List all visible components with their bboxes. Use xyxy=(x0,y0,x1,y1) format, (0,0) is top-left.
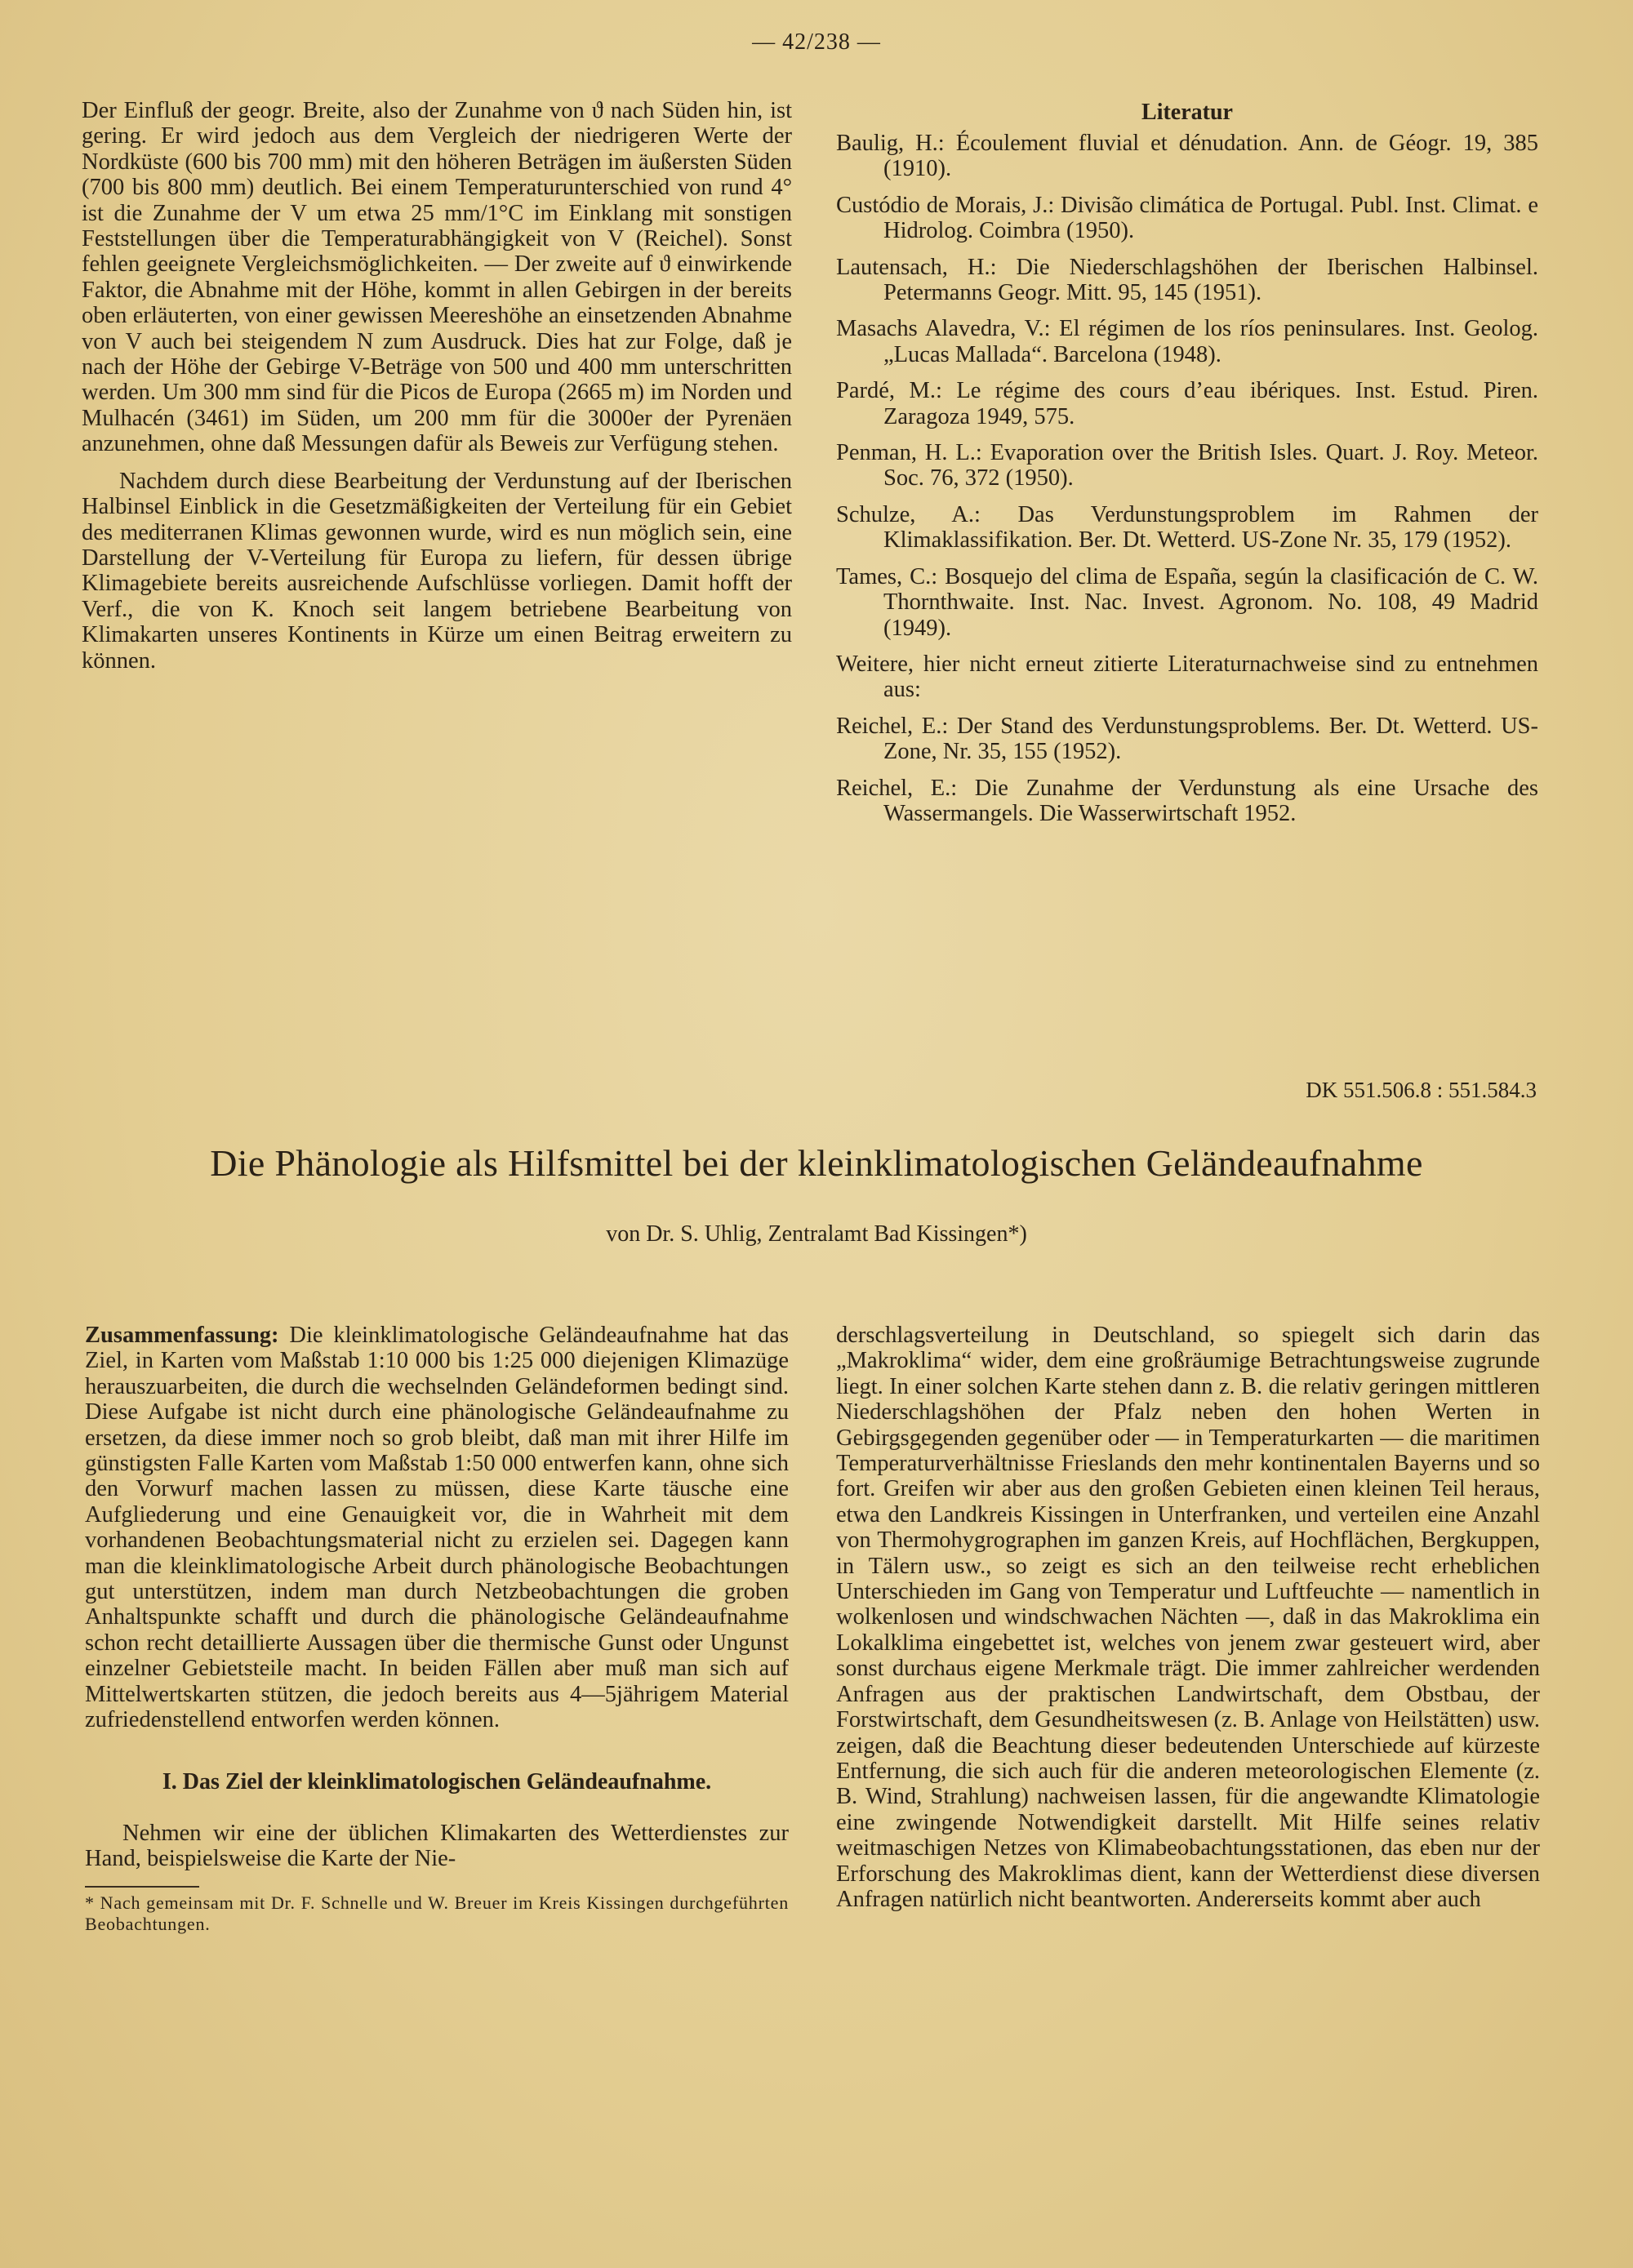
literature-reference: Penman, H. L.: Evaporation over the British Isles. Quart. J. Roy. Meteor. Soc. 76, 372 (1950). xyxy=(836,440,1538,491)
literature-reference: Tames, C.: Bosquejo del clima de España, según la clasificación de C. W. Thornthwaite. Inst. Nac. Invest. Agronom. No. 108, 49 Madrid (1949). xyxy=(836,563,1538,641)
literature-reference: Reichel, E.: Der Stand des Verdunstungsproblems. Ber. Dt. Wetterd. US-Zone, Nr. 35, 155 (1952). xyxy=(836,713,1538,765)
paragraph: derschlagsverteilung in Deutschland, so spiegelt sich darin das „Makroklima“ wider, dem eine großräumige Betrachtungsweise zugrunde liegt. In einer solchen Karte stehen dann z. B. die relativ geringen mittleren Niederschlagshöhen der Pfalz neben den hohen Werten in Gebirgsgegenden gegenüber oder — in Temperaturkarten — die maritimen Temperaturverhältnisse Frieslands den mehr kontinentalen Bayerns und so fort. Greifen wir aber aus den großen Gebieten einen kleinen Teil heraus, etwa den Landkreis Kissingen in Unterfranken, und verteilen eine Anzahl von Thermohygrographen im ganzen Kreis, auf Hochflächen, Bergkuppen, in Tälern usw., so zeigt es sich an den teilweise recht erheblichen Unterschieden im Gang von Temperatur und Luftfeuchte — namentlich in wolkenlosen und windschwachen Nächten —, daß in das Makroklima ein Lokalklima eingebettet ist, welches von jenem zwar gesteuert wird, aber sonst durchaus eigene Merkmale trägt. Die immer zahlreicher werdenden Anfragen aus der praktischen Landwirtschaft, dem Obstbau, der Forstwirtschaft, dem Gesundheitswesen (z. B. Anlage von Heilstätten) usw. zeigen, daß die Beachtung dieser bedeutenden Unterschiede auf kürzeste Entfernung, die sich auch für die anderen meteorologischen Elemente (z. B. Wind, Strahlung) nachweisen lassen, für die angewandte Klimatologie eine zwingende Notwendigkeit darstellt. Mit Hilfe seines relativ weitmaschigen Netzes von Klimabeobachtungsstationen, das eben nur der Erforschung des Makroklimas dient, kann der Wetterdienst diese diversen Anfragen natürlich nicht beantworten. Andererseits kommt aber auch xyxy=(836,1323,1540,1912)
literature-reference: Custódio de Morais, J.: Divisão climática de Portugal. Publ. Inst. Climat. e Hidrolog. Coimbra (1950). xyxy=(836,192,1538,244)
section-text: Nehmen wir eine der üblichen Klimakarten des Wetterdienstes zur Hand, beispielsweise die Karte der Nie- xyxy=(85,1820,789,1871)
literature-reference: Lautensach, H.: Die Niederschlagshöhen der Iberischen Halbinsel. Petermanns Geogr. Mitt. 95, 145 (1951). xyxy=(836,254,1538,306)
paragraph: Nachdem durch diese Bearbeitung der Verdunstung auf der Iberischen Halbinsel Einblick in die Gesetzmäßigkeiten der Verteilung für ein Gebiet des mediterranen Klimas gewonnen wurde, wird es nun möglich sein, eine Darstellung der V-Verteilung für Europa zu liefern, für dessen übrige Klimagebiete bereits ausreichende Aufschlüsse vorliegen. Damit hofft der Verf., die von K. Knoch seit langem betriebene Bearbeitung von Klimakarten unseres Kontinents in Kürze um einen Beitrag erweitern zu können. xyxy=(82,468,792,674)
footnote: * Nach gemeinsam mit Dr. F. Schnelle und W. Breuer im Kreis Kissingen durchgeführten Beobachtungen. xyxy=(85,1892,789,1935)
page-number: — 42/238 — xyxy=(752,29,881,55)
article-title: Die Phänologie als Hilfsmittel bei der kleinklimatologischen Geländeaufnahme xyxy=(210,1142,1423,1184)
literature-reference: Schulze, A.: Das Verdunstungsproblem im Rahmen der Klimaklassifikation. Ber. Dt. Wetterd. US-Zone Nr. 35, 179 (1952). xyxy=(836,501,1538,554)
summary-label: Zusammenfassung: xyxy=(85,1323,279,1348)
literature-reference: Reichel, E.: Die Zunahme der Verdunstung als eine Ursache des Wassermangels. Die Wasserwirtschaft 1952. xyxy=(836,775,1538,826)
summary-text: Die kleinklimatologische Geländeaufnahme hat das Ziel, in Karten vom Maßstab 1:10 000 bis 1:25 000 diejenigen Klimazüge herauszuarbeiten, die durch die wechselnden Geländeformen bedingt sind. Diese Aufgabe ist nicht durch eine phänologische Geländeaufnahme zu ersetzen, da diese immer noch so grob bleibt, daß man mit ihrer Hilfe im günstigsten Falle Karten vom Maßstab 1:50 000 entwerfen kann, ohne sich den Vorwurf machen lassen zu müssen, diese Karte täusche eine Aufgliederung und eine Genauigkeit vor, die in Wahrheit mit dem vorhandenen Beobachtungsmaterial nicht zu erzielen sei. Dagegen kann man die kleinklimatologische Arbeit durch phänologische Beobachtungen gut unterstützen, indem man durch Netzbeobachtungen die groben Anhaltspunkte schafft und durch die phänologische Geländeaufnahme schon recht detaillierte Aussagen über die thermische Gunst oder Ungunst einzelner Gebietsteile macht. In beiden Fällen aber muß man sich auf Mittelwertskarten stützen, die jedoch bereits aus 4—5jährigem Material zufriedenstellend entworfen werden können. xyxy=(85,1323,789,1733)
literature-heading: Literatur xyxy=(1141,100,1233,125)
summary xyxy=(85,1323,789,1733)
section-heading: I. Das Ziel der kleinklimatologischen Geländeaufnahme. xyxy=(162,1768,712,1794)
paragraph: Der Einfluß der geogr. Breite, also der Zunahme von ϑ nach Süden hin, ist gering. Er wird jedoch aus dem Vergleich der niedrigeren Werte der Nordküste (600 bis 700 mm) mit den höheren Beträgen im äußersten Süden (700 bis 800 mm) deutlich. Bei einem Temperaturunterschied von rund 4° ist die Zunahme der V um etwa 25 mm/1°C im Einklang mit sonstigen Feststellungen über die Temperaturabhängigkeit von V (Reichel). Sonst fehlen geeignete Vergleichsmöglichkeiten. — Der zweite auf ϑ einwirkende Faktor, die Abnahme mit der Höhe, kommt in allen Gebirgen in der bereits oben erläuterten, von einer gewissen Meereshöhe an einsetzenden Abnahme von V auch bei steigendem N zum Ausdruck. Dies hat zur Folge, daß je nach der Höhe der Gebirge V-Beträge von 500 und 400 mm unterschritten werden. Um 300 mm sind für die Picos de Europa (2665 m) im Norden und Mulhacén (3461) im Süden, um 200 mm für die 3000er der Pyrenäen anzunehmen, ohne daß Messungen dafür als Beweis zur Verfügung stehen. xyxy=(82,98,792,457)
top-left-column xyxy=(82,98,792,674)
bottom-left-column xyxy=(85,1323,789,1935)
byline: von Dr. S. Uhlig, Zentralamt Bad Kissingen*) xyxy=(606,1221,1027,1247)
literature-reference: Pardé, M.: Le régime des cours d’eau ibériques. Inst. Estud. Piren. Zaragoza 1949, 575. xyxy=(836,378,1538,429)
literature-reference: Masachs Alavedra, V.: El régimen de los ríos peninsulares. Inst. Geolog. „Lucas Mallada“. Barcelona (1948). xyxy=(836,316,1538,367)
classification-code: DK 551.506.8 : 551.584.3 xyxy=(1306,1078,1537,1102)
literature-note: Weitere, hier nicht erneut zitierte Literaturnachweise sind zu entnehmen aus: xyxy=(836,651,1538,703)
bottom-right-column xyxy=(836,1323,1540,1912)
literature-reference: Baulig, H.: Écoulement fluvial et dénudation. Ann. de Géogr. 19, 385 (1910). xyxy=(836,131,1538,182)
literature-section xyxy=(836,100,1538,837)
footnote-rule xyxy=(85,1886,199,1888)
